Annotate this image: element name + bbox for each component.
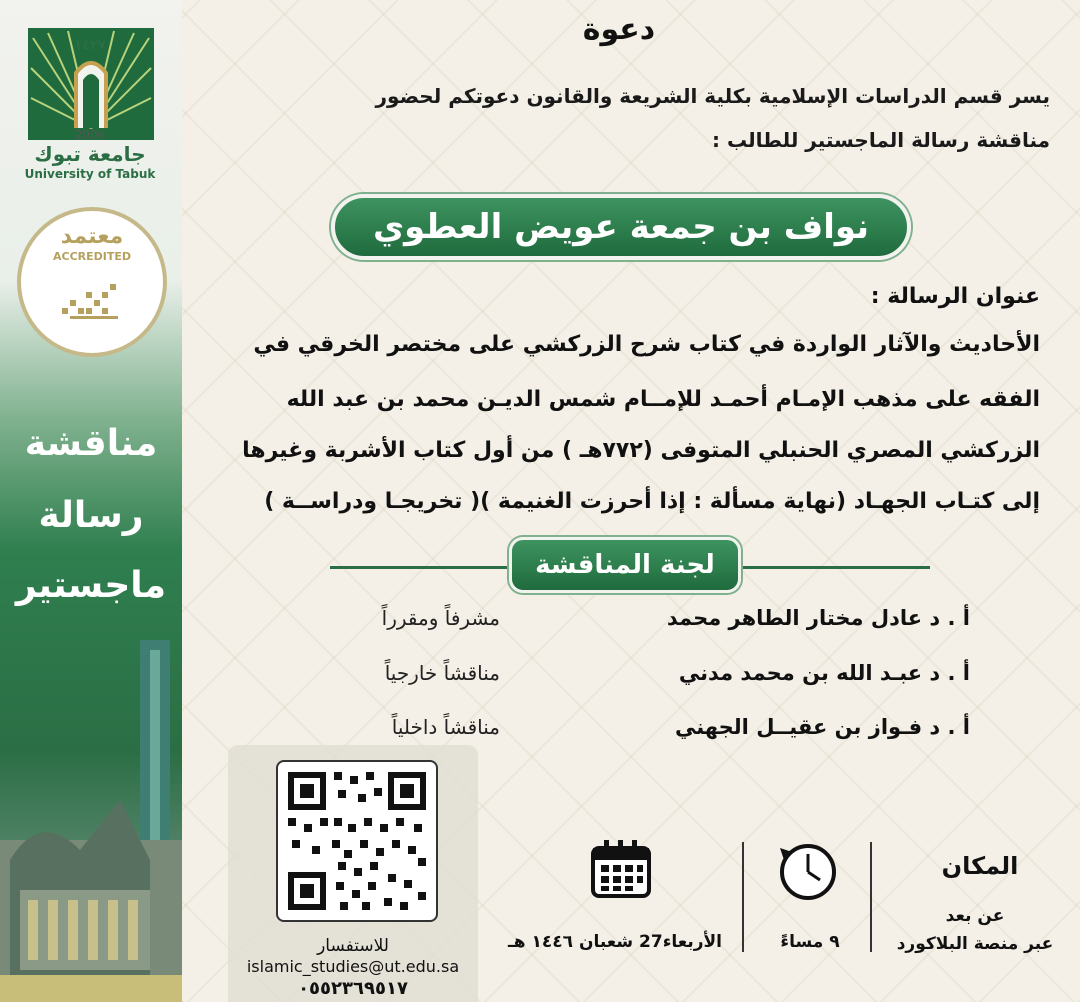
member-name: أ . د فـواز بن عقيــل الجهني	[674, 715, 970, 739]
ncaaa-logo-icon	[60, 278, 126, 328]
thesis-label: عنوان الرسالة :	[870, 284, 1040, 309]
page-title: دعوة	[582, 12, 656, 47]
member-name: أ . د عادل مختار الطاهر محمد	[666, 606, 970, 630]
place-line-1: عن بعد	[945, 906, 1005, 926]
badge-label-ar: معتمد	[60, 224, 124, 249]
sidebar	[0, 0, 182, 1002]
logo-name-en: University of Tabuk	[24, 167, 156, 181]
place-line-2: عبر منصة البلاكورد	[896, 934, 1054, 954]
info-divider	[870, 842, 872, 952]
place-title: المكان	[941, 852, 1019, 880]
clock-icon	[776, 840, 840, 904]
committee-divider-left	[330, 566, 510, 569]
inquiry-label: للاستفسار	[317, 936, 389, 956]
side-title-line3: ماجستير	[15, 565, 167, 606]
logo-year: ١٤٢٧	[74, 38, 106, 53]
inquiry-phone[interactable]: ٠٥٥٢٣٦٩٥١٧	[298, 978, 408, 999]
logo-name-ar: جامعة تبوك	[34, 142, 146, 166]
member-role: مناقشاً خارجياً	[384, 661, 500, 685]
info-divider	[742, 842, 744, 952]
member-role: مشرفاً ومقرراً	[381, 606, 500, 630]
member-name: أ . د عبـد الله بن محمد مدني	[678, 661, 970, 685]
calendar-icon	[590, 838, 652, 900]
side-title-line2: رسالة	[38, 495, 144, 536]
member-role: مناقشاً داخلياً	[391, 715, 500, 739]
intro-line-2: مناقشة رسالة الماجستير للطالب :	[712, 128, 1050, 152]
badge-label-en: ACCREDITED	[52, 250, 131, 263]
side-title-line1: مناقشة	[24, 423, 158, 464]
date-text: الأربعاء27 شعبان ١٤٤٦ هـ	[507, 932, 723, 952]
inquiry-email[interactable]: islamic_studies@ut.edu.sa	[246, 957, 460, 976]
campus-building-illustration	[0, 630, 182, 1002]
qr-code-icon	[278, 762, 436, 920]
logo-founded: 2006	[74, 128, 106, 142]
student-name-banner: نواف بن جمعة عويض العطوي	[331, 194, 911, 260]
thesis-line: إلى كتـاب الجهـاد (نهاية مسألة : إذا أحرزت الغنيمة )( تخريجـا ودراســة )	[264, 489, 1040, 514]
thesis-line: الفقه على مذهب الإمـام أحمـد للإمــام شمس الديـن محمد بن عبد الله	[286, 387, 1040, 412]
committee-title: لجنة المناقشة	[509, 537, 741, 593]
qr-code[interactable]	[276, 760, 438, 922]
committee-divider-right	[740, 566, 930, 569]
time-text: ٩ مساءً	[780, 932, 840, 952]
thesis-line: الزركشي المصري الحنبلي المتوفى (٧٧٢هـ ) من أول كتاب الأشربة وغيرها	[242, 438, 1040, 463]
intro-line-1: يسر قسم الدراسات الإسلامية بكلية الشريعة والقانون دعوتكم لحضور	[375, 84, 1050, 108]
thesis-line: الأحاديث والآثار الواردة في كتاب شرح الزركشي على مختصر الخرقي في	[253, 332, 1040, 357]
